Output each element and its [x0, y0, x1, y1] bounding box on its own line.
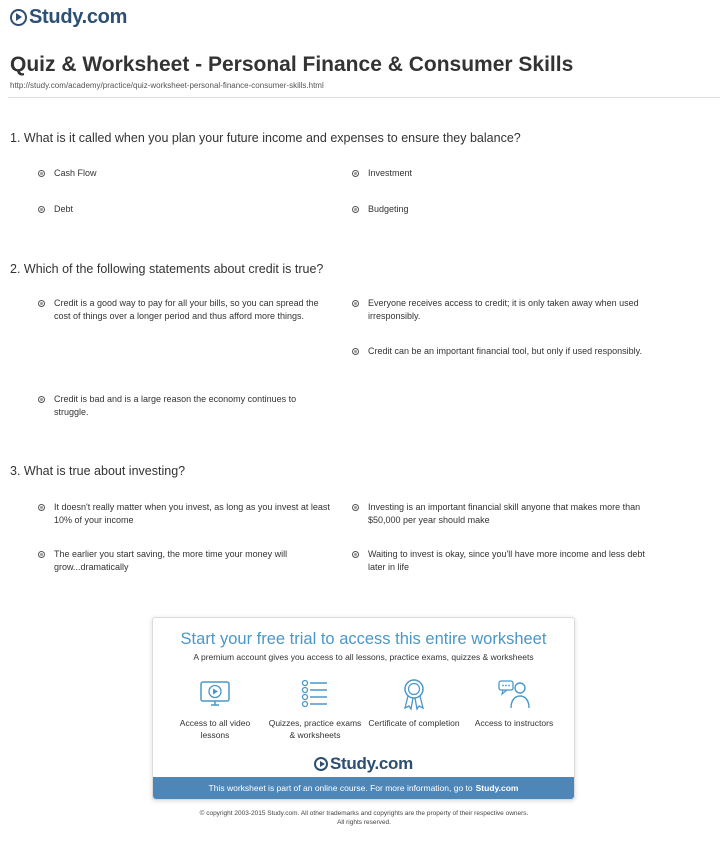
q1-option-d[interactable] [352, 203, 672, 216]
option-label: Credit can be an important financial tool, but only if used responsibly. [368, 346, 642, 356]
radio-button-icon[interactable] [352, 300, 359, 307]
q2-option-d[interactable] [38, 393, 328, 419]
option-label: Investing is an important financial skill anyone that makes more than $50,000 per year should make [368, 502, 641, 525]
feature-label: Certificate of completion [368, 718, 460, 728]
option-label: Everyone receives access to credit; it is only taken away when used irresponsibly. [368, 298, 639, 321]
q3-option-c[interactable] [38, 548, 330, 574]
feature-label: Access to instructors [474, 718, 554, 728]
radio-button-icon[interactable] [352, 348, 359, 355]
free-trial-promo [152, 617, 575, 800]
radio-button-icon[interactable] [352, 504, 359, 511]
certificate-icon [397, 677, 431, 711]
radio-button-icon[interactable] [352, 170, 359, 177]
q1-option-c[interactable] [38, 203, 338, 216]
q2-option-a[interactable] [38, 297, 330, 323]
option-label: Credit is a good way to pay for all your bills, so you can spread the cost of things over a longer period and thus afford more things. [54, 298, 319, 321]
feature-certificate [364, 677, 464, 729]
radio-button-icon[interactable] [38, 504, 45, 511]
q3-option-b[interactable] [352, 501, 664, 527]
question-3-text: 3. What is true about investing? [10, 464, 186, 478]
q1-option-a[interactable] [38, 167, 338, 180]
radio-button-icon[interactable] [38, 551, 45, 558]
copyright-notice [150, 809, 578, 827]
feature-instructors [464, 677, 564, 729]
quiz-list-icon [298, 677, 332, 711]
radio-button-icon[interactable] [352, 206, 359, 213]
q2-option-b[interactable] [352, 297, 664, 323]
promo-bar-text: This worksheet is part of an online course. For more information, go to [208, 783, 473, 793]
q3-option-d[interactable] [352, 548, 652, 574]
q3-option-a[interactable] [38, 501, 340, 527]
q2-option-c[interactable] [352, 345, 642, 358]
option-label: It doesn't really matter when you invest, as long as you invest at least 10% of your income [54, 502, 330, 525]
feature-video-lessons [165, 677, 265, 741]
radio-button-icon[interactable] [38, 170, 45, 177]
header-divider [8, 97, 720, 98]
radio-button-icon[interactable] [38, 300, 45, 307]
question-1-text: 1. What is it called when you plan your future income and expenses to ensure they balance? [10, 131, 521, 145]
logo-text: Study.com [330, 754, 413, 773]
option-label: Budgeting [368, 204, 409, 214]
option-label: Investment [368, 168, 413, 178]
option-label: Waiting to invest is okay, since you'll have more income and less debt later in life [368, 549, 645, 572]
radio-button-icon[interactable] [38, 396, 45, 403]
option-label: Cash Flow [54, 168, 97, 178]
copyright-line: © copyright 2003-2015 Study.com. All other trademarks and copyrights are the property of their respective owners. [199, 810, 529, 817]
video-lesson-icon [198, 677, 232, 711]
promo-bar-link[interactable]: Study.com [475, 783, 519, 793]
promo-subtitle: A premium account gives you access to all lessons, practice exams, quizzes & worksheets [193, 652, 534, 662]
study-logo[interactable] [10, 6, 127, 28]
play-logo-icon [10, 9, 27, 26]
promo-logo[interactable] [153, 754, 574, 774]
instructor-icon [497, 677, 531, 711]
option-label: The earlier you start saving, the more time your money will grow...dramatically [54, 549, 288, 572]
page-url: http://study.com/academy/practice/quiz-worksheet-personal-finance-consumer-skills.html [10, 81, 324, 90]
option-label: Credit is bad and is a large reason the economy continues to struggle. [54, 394, 297, 417]
page-title: Quiz & Worksheet - Personal Finance & Consumer Skills [10, 53, 574, 76]
play-logo-icon [314, 757, 328, 771]
radio-button-icon[interactable] [38, 206, 45, 213]
feature-label: Access to all video lessons [179, 718, 251, 740]
feature-quizzes [265, 677, 365, 741]
promo-title[interactable]: Start your free trial to access this entire worksheet [180, 630, 547, 648]
promo-info-bar [153, 777, 574, 799]
radio-button-icon[interactable] [352, 551, 359, 558]
feature-label: Quizzes, practice exams & worksheets [268, 718, 362, 740]
logo-text: Study.com [29, 5, 128, 28]
question-2-text: 2. Which of the following statements about credit is true? [10, 262, 324, 276]
option-label: Debt [54, 204, 74, 214]
copyright-line: All rights reserved. [337, 819, 391, 826]
q1-option-b[interactable] [352, 167, 672, 180]
